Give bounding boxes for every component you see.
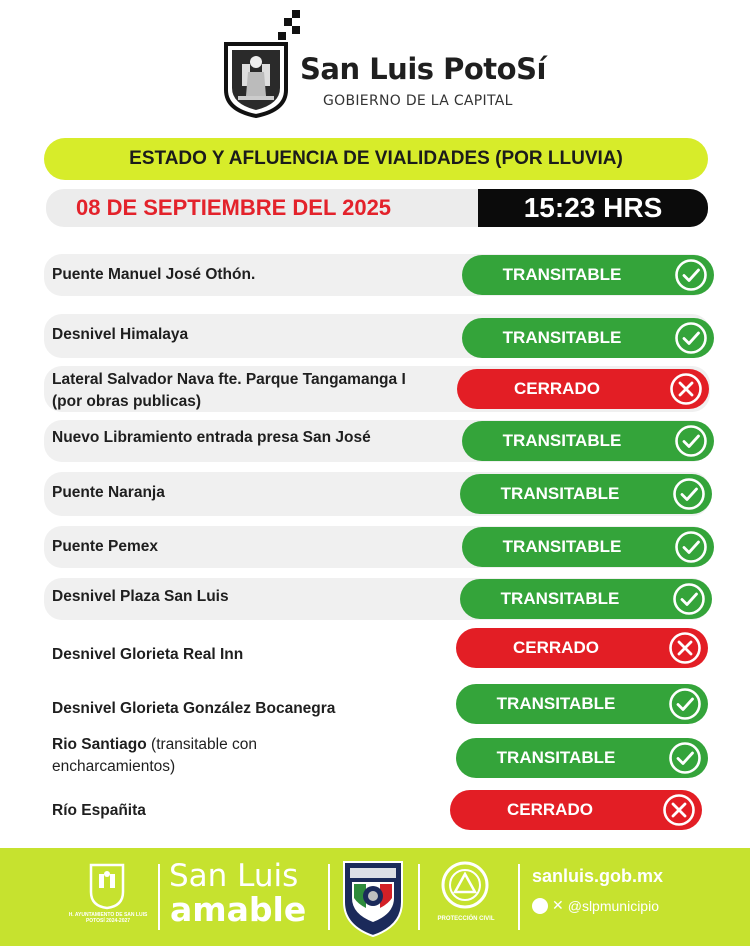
road-row — [44, 526, 710, 568]
road-name-text: Río Españita — [52, 802, 146, 819]
status-text: CERRADO — [513, 638, 599, 657]
police-badge-logo — [338, 858, 408, 938]
x-circle-icon — [669, 372, 703, 406]
social-handle[interactable] — [532, 897, 659, 914]
check-circle-icon — [674, 321, 708, 355]
road-row — [44, 314, 710, 358]
road-name-text: Desnivel Plaza San Luis — [52, 588, 229, 605]
road-name — [52, 586, 229, 608]
road-row — [44, 366, 710, 412]
road-row — [44, 472, 710, 516]
road-name — [52, 734, 257, 778]
social-handle-text: @slpmunicipio — [567, 897, 659, 914]
brand-subtitle: GOBIERNO DE LA CAPITAL — [323, 93, 513, 109]
road-name — [52, 427, 371, 449]
report-title: ESTADO Y AFLUENCIA DE VIALIDADES (POR LLUVIA) — [44, 138, 708, 180]
check-circle-icon — [674, 258, 708, 292]
status-badge-open — [462, 318, 714, 358]
status-badge-open — [460, 579, 712, 619]
road-name — [52, 264, 255, 286]
status-badge-open — [460, 474, 712, 514]
road-note: encharcamientos) — [52, 758, 176, 775]
road-row — [44, 736, 710, 784]
x-circle-icon — [662, 793, 696, 827]
status-text: CERRADO — [514, 379, 600, 398]
check-circle-icon — [672, 582, 706, 616]
footer-divider — [518, 864, 520, 930]
road-name-text: Puente Pemex — [52, 538, 158, 555]
status-badge-closed — [456, 628, 708, 668]
status-badge-closed — [450, 790, 702, 830]
status-badge-open — [456, 684, 708, 724]
status-badge-open — [462, 255, 714, 295]
ayuntamiento-crest-logo — [88, 862, 126, 910]
status-text: TRANSITABLE — [502, 431, 622, 450]
road-name — [52, 536, 158, 558]
road-name — [52, 482, 165, 504]
road-row — [44, 630, 710, 670]
footer-divider — [158, 864, 160, 930]
road-name-text: Puente Manuel José Othón. — [52, 266, 256, 283]
status-text: CERRADO — [507, 800, 593, 819]
footer-divider — [328, 864, 330, 930]
status-text: TRANSITABLE — [496, 748, 616, 767]
facebook-icon — [532, 898, 548, 914]
road-row — [44, 420, 710, 462]
road-row — [44, 578, 710, 620]
road-note: (transitable con — [151, 736, 258, 753]
road-name-text: Desnivel Himalaya — [52, 326, 189, 343]
x-icon: ✕ — [552, 897, 564, 913]
brand-title: San Luis PotoSí — [300, 52, 546, 86]
report-date: 08 DE SEPTIEMBRE DEL 2025 — [46, 189, 486, 227]
road-name — [52, 800, 146, 822]
status-text: TRANSITABLE — [500, 589, 620, 608]
status-text: TRANSITABLE — [500, 484, 620, 503]
road-name — [52, 324, 188, 346]
check-circle-icon — [672, 477, 706, 511]
road-name-text: Desnivel Glorieta González Bocanegra — [52, 700, 336, 717]
san-luis-amable-line2: amable — [170, 890, 307, 929]
road-row — [44, 790, 710, 830]
check-circle-icon — [674, 530, 708, 564]
road-name-text: Puente Naranja — [52, 484, 165, 501]
road-row — [44, 254, 710, 296]
road-name-text: Rio Santiago — [52, 736, 147, 753]
status-text: TRANSITABLE — [496, 694, 616, 713]
status-text: TRANSITABLE — [502, 328, 622, 347]
status-badge-open — [456, 738, 708, 778]
check-circle-icon — [668, 687, 702, 721]
road-note: (por obras publicas) — [52, 393, 201, 410]
san-luis-amable-line1: San Luis — [169, 858, 299, 894]
status-badge-open — [462, 527, 714, 567]
coat-of-arms-logo — [220, 38, 292, 118]
road-name-text: Desnivel Glorieta Real Inn — [52, 646, 244, 663]
status-badge-closed — [457, 369, 709, 409]
road-row — [44, 684, 710, 728]
report-time: 15:23 HRS — [478, 189, 708, 227]
road-name — [52, 644, 243, 666]
website-link[interactable]: sanluis.gob.mx — [532, 866, 664, 886]
road-name — [52, 698, 335, 720]
brand-pixel-mark — [278, 10, 302, 40]
road-name — [52, 369, 406, 413]
check-circle-icon — [674, 424, 708, 458]
road-name-text: Nuevo Libramiento entrada presa San José — [52, 429, 371, 446]
ayuntamiento-text: H. AYUNTAMIENTO DE SAN LUIS POTOSÍ 2024-2027 — [68, 912, 148, 924]
status-text: TRANSITABLE — [502, 265, 622, 284]
status-badge-open — [462, 421, 714, 461]
status-text: TRANSITABLE — [502, 537, 622, 556]
road-name-text: Lateral Salvador Nava fte. Parque Tangamanga I — [52, 371, 406, 388]
proteccion-civil-logo — [440, 860, 490, 910]
header — [0, 0, 750, 130]
x-circle-icon — [668, 631, 702, 665]
proteccion-civil-text: PROTECCIÓN CIVIL — [437, 916, 495, 922]
check-circle-icon — [668, 741, 702, 775]
